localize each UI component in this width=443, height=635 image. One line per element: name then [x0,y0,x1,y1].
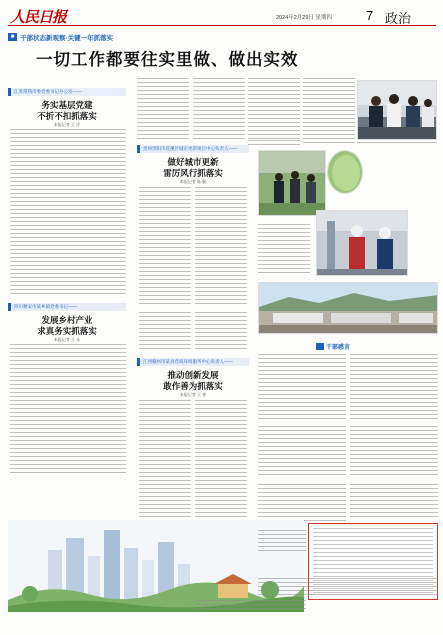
column-label [8,32,113,42]
section-name: 政治 [385,11,412,26]
article-1-byline: 本报记者 王 洋 [53,122,81,127]
article-4-title-line1: 推动创新发展 [167,371,219,381]
article-2-body-col1 [139,187,191,307]
article-4-title-line2: 敢作善为抓落实 [163,382,223,392]
page-number: 7 [366,8,374,23]
article-1-title-line2: 不折不扣抓落实 [37,112,97,122]
ganshou-text-1 [258,354,346,420]
article-3-byline: 本报记者 王 永 [53,337,81,342]
ganshou-text-3 [258,426,346,478]
column-mark-icon: ■ [8,33,17,41]
page-headline: 一切工作都要往实里做、做出实效 [36,50,299,69]
photo-factory-panorama [258,282,438,334]
article-4-body-col1 [139,400,191,520]
intro-text-col2 [193,78,245,140]
article-3-header: 四川雅安市某乡镇党委书记—— [8,303,126,311]
article-3-title-line1: 发展乡村产业 [41,316,93,326]
article-3-title-line2: 求真务实抓落实 [37,327,97,337]
article-3-body [10,344,126,474]
intro-text-col1 [137,78,189,140]
ganshou-text-6 [350,484,438,518]
ganshou-text-5 [258,484,346,524]
article-4-byline: 本报记者 王 春 [179,392,207,397]
article-2-header: 贵州贵阳市花溪区城市更新项目中心负责人—— [137,145,249,153]
ganshou-label-text: 干部感言 [326,345,351,351]
footer-notes-1 [258,530,306,552]
article-2-side-text [258,224,310,276]
editor-credits [196,600,306,612]
publication-date: 2024年2月29日 星期四 [276,15,332,21]
article-4-body-col2 [195,400,247,520]
ganshou-text-2 [350,354,438,420]
article-2-body-col2 [195,187,247,307]
ganshou-label [316,342,350,351]
column-label-text: 干部状态新观察·关键一年抓落实 [20,34,114,42]
article-2-body-col1-cont [139,312,191,352]
photo-officials-field [258,150,326,216]
ganshou-text-4 [350,426,438,478]
article-2-body-col2-cont [195,312,247,352]
intro-text-col3b [248,140,300,146]
masthead [8,6,436,26]
photo-students-lab [357,80,437,140]
intro-text-col3 [248,78,300,140]
article-1-header: 江苏常熟市委党委书记办公室—— [8,88,126,96]
intro-text-col4 [303,78,355,146]
ganshou-mark-icon [316,343,324,350]
article-2-title-line2: 雷厉风行抓落实 [163,169,223,179]
article-4-header: 江西赣州市某县营商环境服务中心负责人—— [137,358,249,366]
photo-workers-helmets [316,210,408,276]
article-1-body [10,129,126,297]
photo-caption-1 [357,142,437,146]
footer-notes-2 [258,578,438,598]
article-2-title-line1: 做好城市更新 [167,158,219,168]
article-1-title-line1: 务实基层党建 [41,101,93,111]
newspaper-logo: 人民日报 [10,8,67,26]
photo-decorative-leaf [327,150,363,194]
article-2-byline: 本报记者 陈 颖 [179,179,207,184]
